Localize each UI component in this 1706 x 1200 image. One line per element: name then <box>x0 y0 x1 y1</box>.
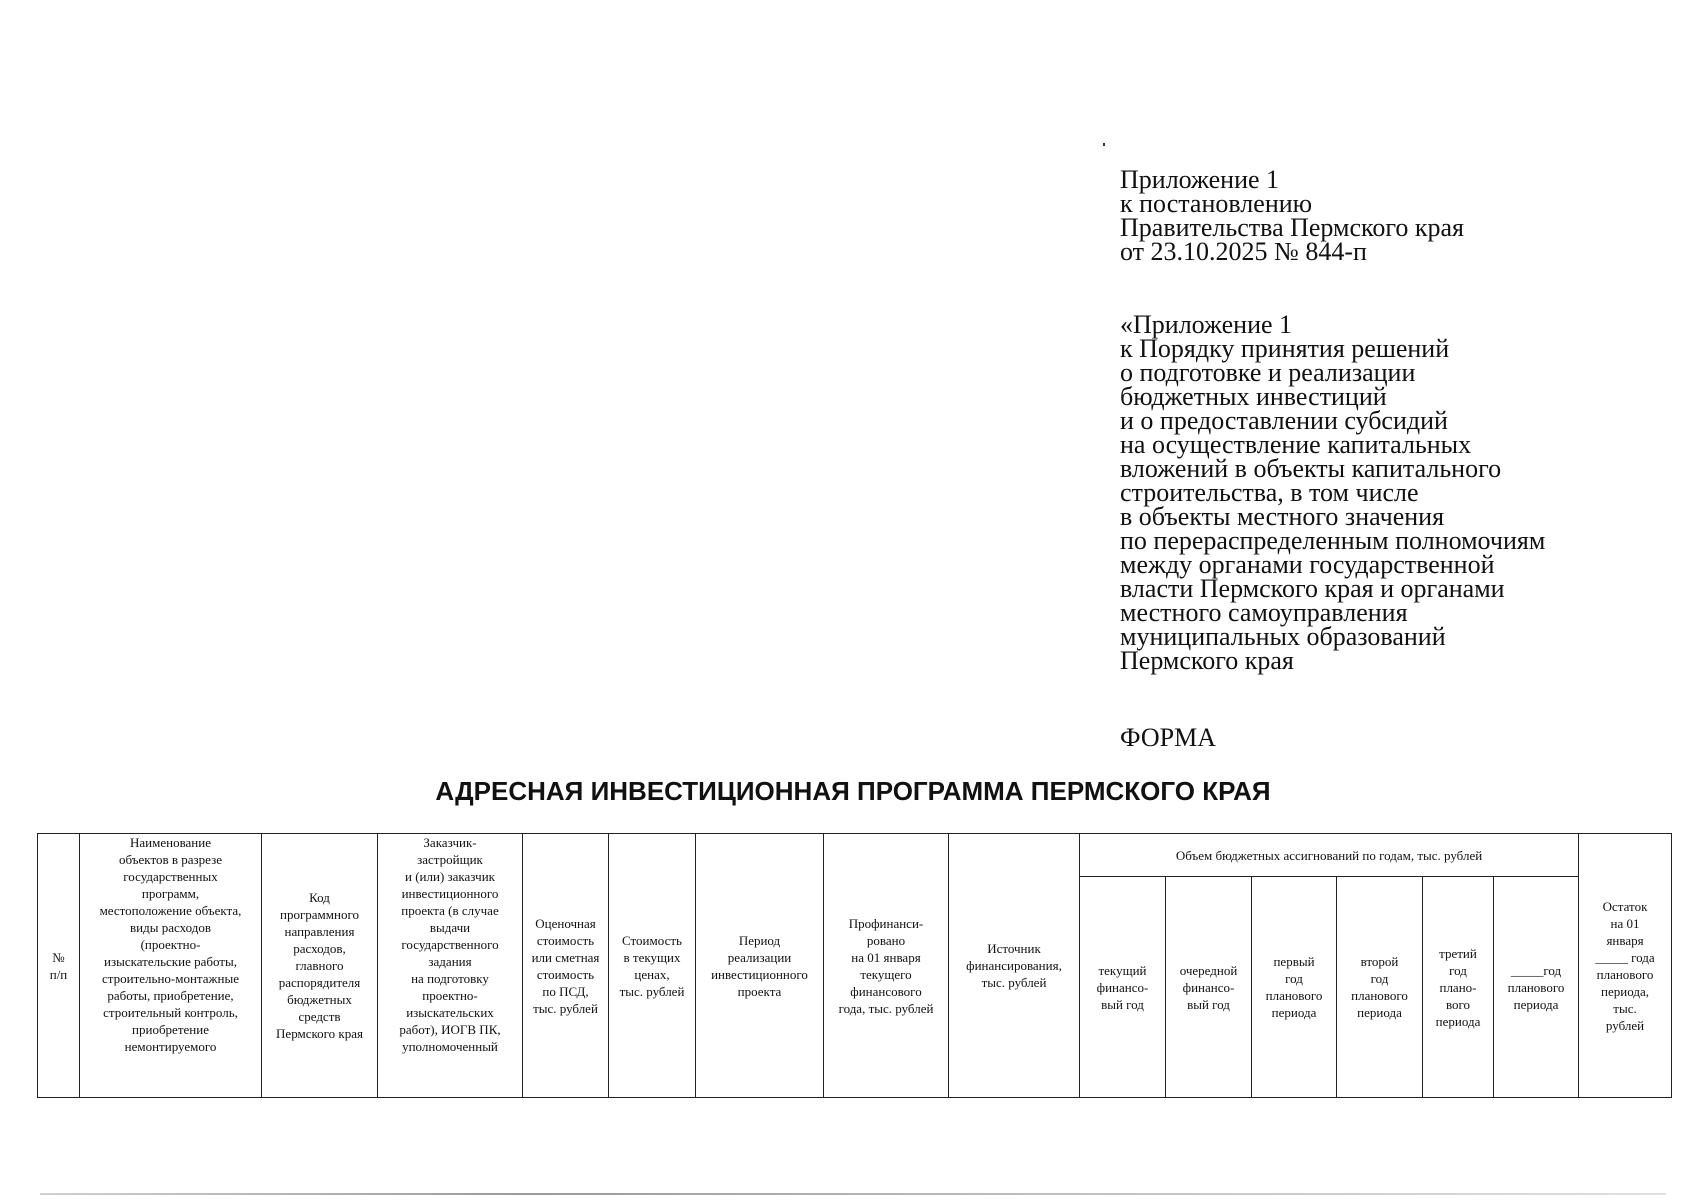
attachment-line: «Приложение 1 <box>1120 310 1293 339</box>
header-n-plan-year: _____год планового периода <box>1494 877 1579 1098</box>
header-financed: Профинанси- ровано на 01 января текущего финансового года, тыс. рублей <box>824 834 949 1098</box>
attachment-line: строительства, в том числе <box>1120 478 1419 507</box>
header-second-plan-year: второй год планового периода <box>1337 877 1423 1098</box>
approval-line: от 23.10.2025 № 844-п <box>1120 237 1367 266</box>
header-current-year: текущий финансо- вый год <box>1080 877 1166 1098</box>
attachment-line: в объекты местного значения <box>1120 502 1445 531</box>
attachment-line: по перераспределенным полномочиям <box>1120 526 1546 555</box>
attachment-line: на осуществление капитальных <box>1120 430 1472 459</box>
header-current-cost: Стоимость в текущих ценах, тыс. рублей <box>609 834 696 1098</box>
attachment-line: между органами государственной <box>1120 550 1495 579</box>
approval-line: Приложение 1 <box>1120 165 1280 194</box>
approval-line: Правительства Пермского края <box>1120 213 1464 242</box>
approval-line: к постановлению <box>1120 189 1313 218</box>
attachment-line: к Порядку принятия решений <box>1120 334 1450 363</box>
header-period: Период реализации инвестиционного проекта <box>696 834 824 1098</box>
header-program-code: Код программного направления расходов, главного распорядителя бюджетных средств Пермского края <box>262 834 378 1098</box>
header-first-plan-year: первый год планового периода <box>1252 877 1337 1098</box>
attachment-line: о подготовке и реализации <box>1120 358 1416 387</box>
header-object-name: Наименование объектов в разрезе государственных программ, местоположение объекта, виды расходов (проектно- изыскательские работы, строительно-монтажные работы, приобретение, строительный контроль, приобретение немонтируемого <box>80 834 262 1098</box>
program-table <box>37 833 1672 1098</box>
header-third-plan-year: третий год плано- вого периода <box>1423 877 1494 1098</box>
header-customer: Заказчик- застройщик и (или) заказчик инвестиционного проекта (в случае выдачи государственного задания на подготовку проектно- изыскательских работ), ИОГВ ПК, уполномоченный <box>378 834 523 1098</box>
scan-dot <box>1103 143 1105 146</box>
form-label: ФОРМА <box>1120 723 1216 752</box>
header-next-year: очередной финансо- вый год <box>1166 877 1252 1098</box>
attachment-line: и о предоставлении субсидий <box>1120 406 1448 435</box>
approval-header <box>1120 165 1464 266</box>
header-remainder: Остаток на 01 января _____ года планового периода, тыс. рублей <box>1579 834 1672 1098</box>
header-budget-group: Объем бюджетных ассигнований по годам, тыс. рублей <box>1080 834 1579 877</box>
page-edge <box>40 1193 1666 1195</box>
header-funding-source: Источник финансирования, тыс. рублей <box>949 834 1080 1098</box>
document-title: АДРЕСНАЯ ИНВЕСТИЦИОННАЯ ПРОГРАММА ПЕРМСКОГО КРАЯ <box>435 776 1271 806</box>
attachment-header <box>1120 310 1546 675</box>
attachment-line: муниципальных образований <box>1120 622 1446 651</box>
attachment-line: вложений в объекты капитального <box>1120 454 1502 483</box>
header-num: № п/п <box>38 834 80 1098</box>
header-estimate-cost: Оценочная стоимость или сметная стоимость по ПСД, тыс. рублей <box>523 834 609 1098</box>
attachment-line: Пермского края <box>1120 646 1294 675</box>
attachment-line: местного самоуправления <box>1120 598 1408 627</box>
attachment-line: власти Пермского края и органами <box>1120 574 1505 603</box>
attachment-line: бюджетных инвестиций <box>1120 382 1387 411</box>
